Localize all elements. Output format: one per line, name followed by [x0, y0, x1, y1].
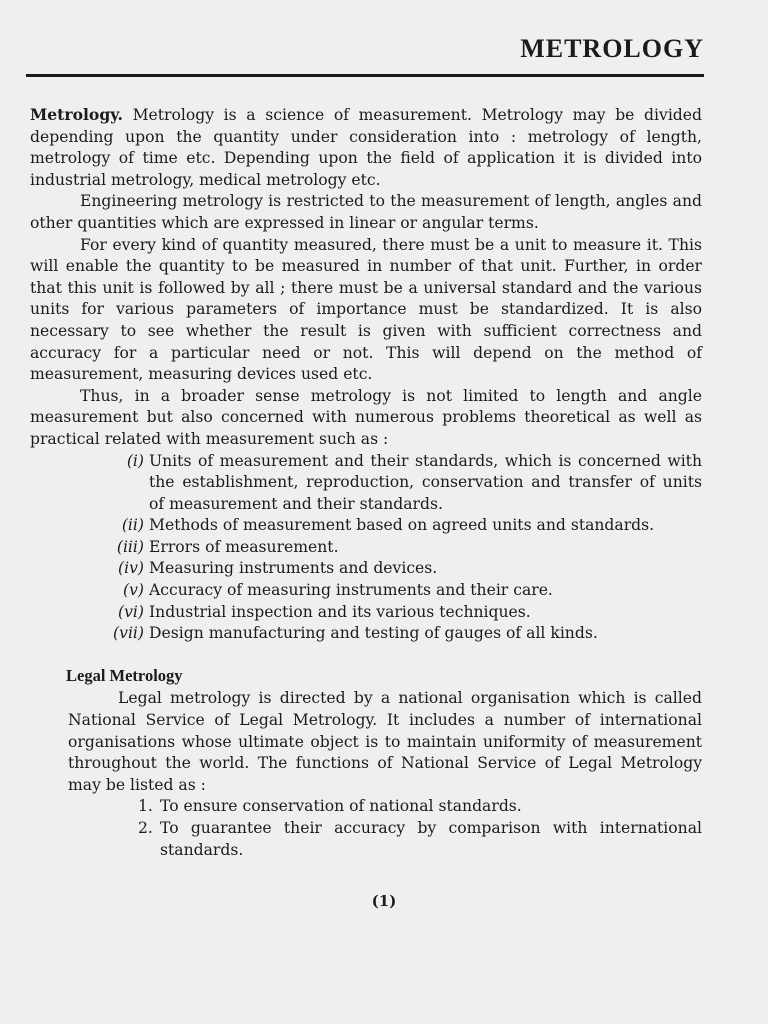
lead-term: Metrology. — [30, 105, 123, 124]
list-item-number: (vii) — [113, 624, 144, 643]
paragraph-broader-sense: Thus, in a broader sense metrology is not limited to length and angle measurement but also concerned with numerous problems theoretical as well as practical related with measurement such as : — [30, 386, 702, 448]
running-header-title: METROLOGY — [520, 34, 704, 63]
list-item-number: 2. — [138, 819, 153, 837]
list-item — [108, 602, 702, 624]
list-item-number: (iv) — [118, 559, 144, 578]
scope-list — [30, 451, 702, 645]
list-item-number: 1. — [138, 797, 153, 816]
paragraph-units: For every kind of quantity measured, there must be a unit to measure it. This will enable the quantity to be measured in number of that unit. Further, in order that this unit is followed by all ; there must be a universal standard and the various units for various parameters of importance must be standardized. It is also necessary to see whether the result is given with sufficient correctness and accuracy for a particular need or not. This will depend on the method of measurement, measuring devices used etc. — [30, 235, 702, 384]
list-item — [108, 580, 702, 602]
list-item-number: (iii) — [116, 537, 144, 556]
list-item-text: Design manufacturing and testing of gauges of all kinds. — [149, 624, 598, 643]
legal-section — [30, 688, 702, 796]
list-item — [138, 796, 702, 818]
list-item-text: Measuring instruments and devices. — [149, 559, 438, 578]
list-item-text: Methods of measurement based on agreed units and standards. — [149, 516, 655, 535]
list-item-text: Errors of measurement. — [149, 537, 339, 556]
list-item — [108, 558, 702, 580]
list-item-number: (ii) — [121, 516, 144, 535]
list-item-text: To ensure conservation of national standards. — [160, 797, 522, 816]
intro-text: Metrology is a science of measurement. Metrology may be divided depending upon the quantity under consideration into : metrology of length, metrology of time etc. Depending upon the field of application it is divided into industrial metrology, medical metrology etc. — [30, 106, 702, 189]
list-item-text: Accuracy of measuring instruments and their care. — [149, 581, 553, 600]
list-item-text: Industrial inspection and its various techniques. — [149, 602, 531, 621]
intro-paragraph — [30, 104, 702, 191]
list-item — [108, 623, 702, 645]
list-item — [108, 537, 702, 559]
list-item-number: (vi) — [118, 602, 144, 621]
list-item-number: (v) — [123, 581, 144, 600]
paragraph-engineering-metrology: Engineering metrology is restricted to the measurement of length, angles and other quantities which are expressed in linear or angular terms. — [30, 192, 702, 232]
list-item-text: Units of measurement and their standards, which is concerned with the establishment, reproduction, conservation and transfer of units of measurement and their standards. — [149, 451, 702, 513]
page-number: (1) — [371, 892, 397, 910]
list-item — [108, 451, 702, 516]
list-item-number: (i) — [126, 451, 144, 470]
header-rule — [26, 74, 704, 77]
paragraph-legal-metrology: Legal metrology is directed by a national organisation which is called National Service of Legal Metrology. It includes a number of international organisations whose ultimate object is to maintain uniformity of measurement throughout the world. The functions of National Service of Legal Metrology may be listed as : — [68, 689, 702, 794]
list-item — [108, 515, 702, 537]
section-heading-legal-metrology: Legal Metrology — [66, 665, 183, 685]
functions-list — [30, 796, 702, 861]
list-item — [138, 818, 702, 861]
list-item-text: To guarantee their accuracy by comparison with international standards. — [160, 819, 702, 859]
body-text — [30, 104, 702, 861]
